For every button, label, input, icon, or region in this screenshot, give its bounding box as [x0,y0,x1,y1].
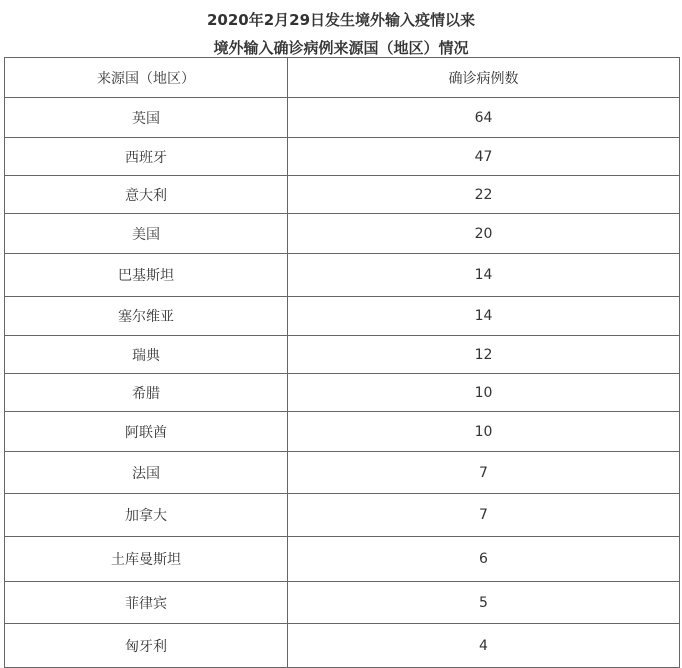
country-cell: 意大利 [5,176,288,214]
table-row [5,537,680,582]
country-cell: 土库曼斯坦 [5,537,288,582]
cases-cell: 10 [288,374,680,412]
header-cases: 确诊病例数 [288,58,680,98]
country-cell: 西班牙 [5,138,288,176]
cases-cell: 7 [288,494,680,537]
cases-cell: 14 [288,254,680,297]
country-cell: 瑞典 [5,336,288,374]
title-line-2: 境外输入确诊病例来源国（地区）情况 [213,39,469,57]
header-country: 来源国（地区） [5,58,288,98]
table-row [5,494,680,537]
cases-cell: 64 [288,98,680,138]
table-row [5,412,680,452]
table-row [5,336,680,374]
table-row [5,214,680,254]
cases-cell: 6 [288,537,680,582]
country-cell: 希腊 [5,374,288,412]
table-row [5,582,680,624]
cases-cell: 7 [288,452,680,494]
table-row [5,452,680,494]
cases-cell: 20 [288,214,680,254]
country-cell: 塞尔维亚 [5,297,288,336]
country-cell: 匈牙利 [5,624,288,668]
title-line-1: 2020年2月29日发生境外输入疫情以来 [206,11,476,29]
cases-cell: 22 [288,176,680,214]
country-cell: 菲律宾 [5,582,288,624]
cases-cell: 12 [288,336,680,374]
table-row [5,138,680,176]
cases-cell: 10 [288,412,680,452]
country-cell: 英国 [5,98,288,138]
table-row [5,98,680,138]
table-row [5,176,680,214]
country-cell: 巴基斯坦 [5,254,288,297]
cases-cell: 14 [288,297,680,336]
cases-cell: 5 [288,582,680,624]
country-cell: 法国 [5,452,288,494]
cases-cell: 4 [288,624,680,668]
cases-cell: 47 [288,138,680,176]
cases-by-country-table [4,57,680,668]
table-header-row [5,58,680,98]
country-cell: 阿联酋 [5,412,288,452]
table-row [5,624,680,668]
table-row [5,297,680,336]
table-row [5,374,680,412]
country-cell: 美国 [5,214,288,254]
country-cell: 加拿大 [5,494,288,537]
table-row [5,254,680,297]
